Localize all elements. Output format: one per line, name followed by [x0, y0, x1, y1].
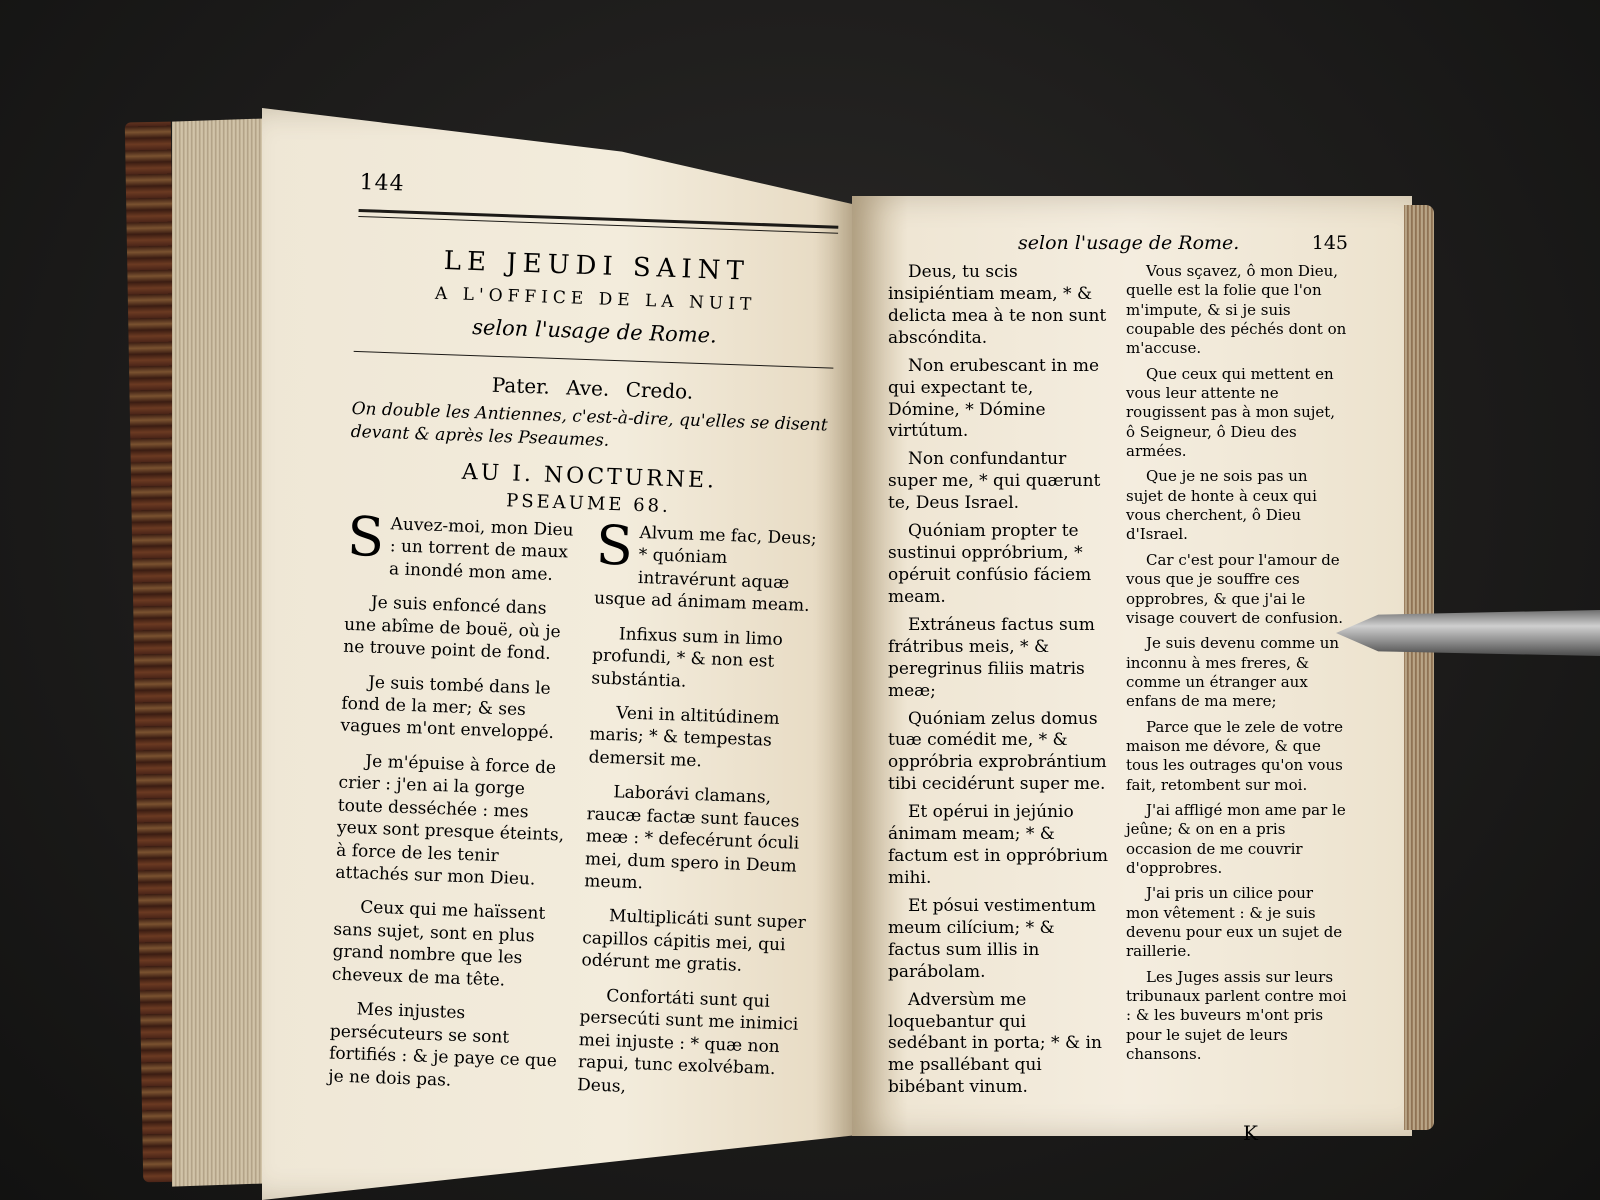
verse: Je suis enfoncé dans une abîme de bouë, où je ne trouve point de fond.: [343, 592, 561, 665]
verse: Mes injustes persécuteurs se sont fortifiés : & je paye ce que je ne dois pas.: [328, 999, 558, 1091]
antiphon-note: On double les Antiennes, c'est-à-dire, qu'elles se disent devant & après les Pseaumes.: [350, 398, 828, 451]
verse: S Alvum me fac, Deus; * quóniam intravérunt aquæ usque ad ánimam meam.: [593, 513, 817, 617]
verse: Veni in altitúdinem maris; * & tempestas demersit me.: [588, 703, 780, 772]
french-column: [1126, 262, 1348, 1105]
right-page-number: 145: [1311, 232, 1348, 254]
verse: Infixus sum in limo profundi, * & non est substántia.: [591, 623, 784, 692]
verse: J'ai affligé mon ame par le jeûne; & on en a pris occasion de me couvrir d'opprobres.: [1126, 800, 1346, 877]
french-column: [328, 504, 579, 1108]
verse: Que je ne sois pas un sujet de honte à ceux qui vous cherchent, ô Dieu d'Israel.: [1126, 467, 1317, 544]
running-head: [1018, 232, 1348, 254]
running-title: selon l'usage de Rome.: [1018, 232, 1240, 254]
psalm-heading: PSEAUME 68.: [505, 490, 672, 517]
latin-column: [888, 262, 1110, 1105]
pencil-pointer: [1336, 610, 1600, 656]
left-page-edges: [172, 118, 268, 1186]
drop-cap: S: [594, 513, 635, 578]
right-page-edges: [1404, 205, 1434, 1130]
verse: Que ceux qui mettent en vous leur attente ne rougissent pas à mon sujet, ô Seigneur, ô Dieu des armées.: [1126, 364, 1336, 461]
verse: Vous sçavez, ô mon Dieu, quelle est la folie que l'on m'impute, & si je suis coupable des péchés dont on m'accuse.: [1126, 262, 1347, 358]
psalm-columns-right: [888, 262, 1348, 1105]
verse: Quóniam zelus domus tuæ comédit me, * & oppróbria exprobrántium tibi cecidérunt super me.: [888, 708, 1107, 795]
nocturne-heading: AU I. NOCTURNE.: [461, 459, 718, 494]
left-page-text: [328, 170, 840, 1116]
latin-column: [576, 513, 827, 1116]
verse: Et pósui vestimentum meum cilícium; * & factus sum illis in parábolam.: [888, 895, 1096, 982]
verse: Multiplicáti sunt super capillos cápitis mei, qui odérunt me gratis.: [581, 906, 807, 977]
verse: S Auvez-moi, mon Dieu : un torrent de maux a inondé mon ame.: [346, 504, 574, 585]
verse: Extráneus factus sum frátribus meis, * & peregrinus filiis matris meæ;: [888, 614, 1095, 701]
drop-cap: S: [346, 504, 386, 569]
mid-rule: [354, 351, 834, 369]
verse: Parce que le zele de votre maison me dévore, & que tous les outrages qu'on vous fait, retombent sur moi.: [1126, 717, 1343, 794]
prayers-line: Pater. Ave. Credo.: [491, 372, 694, 404]
verse: Et opérui in jejúnio ánimam meam; * & factum est in oppróbrium mihi.: [888, 802, 1108, 888]
verse: Car c'est pour l'amour de vous que je souffre ces opprobres, & que j'ai le visage couvert de confusion.: [1126, 550, 1344, 627]
verse: Adversùm me loquebantur qui sedébant in porta; * & in me psallébant qui bibébant vinum.: [888, 989, 1102, 1098]
verse: Confortáti sunt qui persecúti sunt me inimici mei injuste : * quæ non rapui, tunc exolvébam. Deus,: [576, 985, 799, 1097]
right-page-text: [888, 232, 1348, 1145]
usage-subtitle: selon l'usage de Rome.: [471, 315, 718, 348]
psalm-columns: [328, 504, 828, 1116]
page-title: LE JEUDI SAINT: [443, 245, 751, 287]
verse: Je suis devenu comme un inconnu à mes freres, & comme un étranger aux enfans de ma mere;: [1126, 634, 1340, 711]
verse: Les Juges assis sur leurs tribunaux parlent contre moi : & les buveurs m'ont pris pour le sujet de leurs chansons.: [1126, 967, 1347, 1064]
left-page-number: 144: [359, 170, 405, 197]
verse: Non erubescant in me qui expectant te, Dómine, * Dómine virtútum.: [888, 355, 1100, 442]
verse: Deus, tu scis insipiéntiam meam, * & delicta mea à te non sunt abscóndita.: [888, 262, 1107, 348]
office-subtitle: A L'OFFICE DE LA NUIT: [434, 283, 757, 315]
verse: J'ai pris un cilice pour mon vêtement : & je suis devenu pour eux un sujet de raillerie.: [1126, 884, 1343, 961]
verse: Quóniam propter te sustinui oppróbrium, * opéruit confúsio fáciem meam.: [888, 521, 1092, 607]
verse: Je m'épuise à force de crier : j'en ai la gorge toute desséchée : mes yeux sont presque éteints, à force de les tenir attachés sur mon Dieu.: [335, 751, 565, 890]
verse: Laborávi clamans, raucæ factæ sunt fauces meæ : * defecérunt óculi mei, dum spero in Deum meum.: [583, 782, 800, 894]
verse: Je suis tombé dans le fond de la mer; & ses vagues m'ont enveloppé.: [340, 672, 555, 744]
verse: Non confundantur super me, * qui quærunt te, Deus Israel.: [888, 449, 1101, 514]
verse: Ceux qui me haïssent sans sujet, sont en plus grand nombre que les cheveux de ma tête.: [331, 897, 546, 991]
signature-mark: K: [1243, 1121, 1258, 1146]
